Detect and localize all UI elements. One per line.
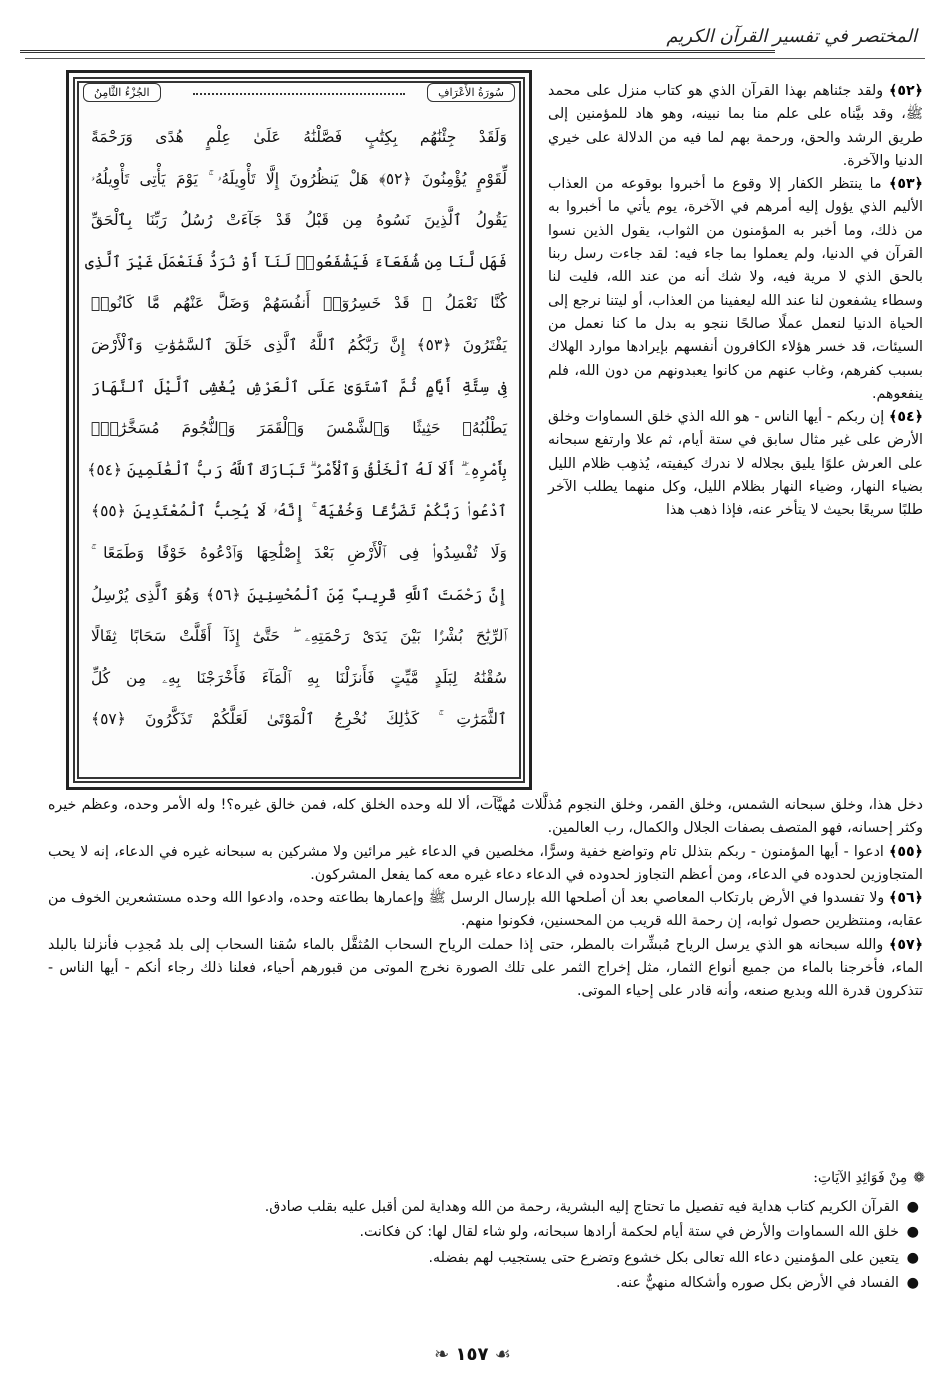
- surah-name-label: سُورَةُ الأَعْرَافِ: [427, 83, 515, 102]
- mushaf-header: [83, 81, 515, 107]
- benefit-text: خلق الله السماوات والأرض في ستة أيام لحكمة أرادها سبحانه، ولو شاء لقال لها: كن فكانت.: [359, 1224, 899, 1240]
- benefit-item: [80, 1271, 925, 1296]
- quran-line: إِنَّ رَحْمَتَ ٱللَّهِ قَرِيبٌ مِّنَ ٱلْمُحْسِنِينَ ﴿٥٦﴾ وَهُوَ ٱلَّذِى يُرْسِلُ: [91, 585, 507, 604]
- bullet-icon: ●: [906, 1249, 919, 1266]
- header-divider: [25, 58, 925, 59]
- benefit-item: [80, 1246, 925, 1271]
- tafsir-text: ولقد جئناهم بهذا القرآن الذي هو كتاب منزل على محمد ﷺ، وقد بيَّناه على علم منا بما نبينه، وهو هاد للمؤمنين إلى طريق الرشد والحق، ورحمة بهم لما فيه من الدلالة على خيري الدنيا والآخرة.: [548, 83, 923, 169]
- tafsir-full-width: [48, 794, 923, 1004]
- verse-number-badge: ﴿٥٥﴾: [889, 843, 923, 860]
- header-ornament: [193, 93, 405, 95]
- benefits-list: [80, 1195, 925, 1296]
- quran-line: بِأَمْرِهِۦٓ ۗ أَلَا لَهُ ٱلْخَلْقُ وَٱلْأَمْرُ ۗ تَبَارَكَ ٱللَّهُ رَبُّ ٱلْعَٰلَمِينَ ﴿٥٤﴾: [87, 460, 507, 479]
- tafsir-side-column: [548, 80, 923, 523]
- quran-line: يَقُولُ ٱلَّذِينَ نَسُوهُ مِن قَبْلُ قَدْ جَآءَتْ رُسُلُ رَبِّنَا بِٱلْحَقِّ: [91, 211, 507, 230]
- bullet-icon: ●: [906, 1224, 919, 1240]
- quran-line: ٱدْعُوا۟ رَبَّكُمْ تَضَرُّعًا وَخُفْيَةً ۚ إِنَّهُۥ لَا يُحِبُّ ٱلْمُعْتَدِينَ ﴿٥٥﴾: [91, 502, 507, 521]
- ornament-left-icon: ❧: [434, 1344, 450, 1365]
- book-title: المختصر في تفسير القرآن الكريم: [666, 26, 917, 47]
- quran-line: وَلَا تُفْسِدُوا۟ فِى ٱلْأَرْضِ بَعْدَ إِصْلَٰحِهَا وَٱدْعُوهُ خَوْفًا وَطَمَعًا ۚ: [91, 543, 507, 562]
- benefit-text: القرآن الكريم كتاب هداية فيه تفصيل ما تحتاج إليه البشرية، رحمة من الله وهداية لمن أقبل عليه بقلب صادق.: [264, 1198, 899, 1215]
- quran-line: وَلَقَدْ جِئْنَٰهُم بِكِتَٰبٍ فَصَّلْنَٰهُ عَلَىٰ عِلْمٍ هُدًى وَرَحْمَةً: [91, 128, 507, 146]
- quran-line: يَفْتَرُونَ ﴿٥٣﴾ إِنَّ رَبَّكُمُ ٱللَّهُ ٱلَّذِى خَلَقَ ٱلسَّمَٰوَٰتِ وَٱلْأَرْضَ: [91, 335, 507, 354]
- tafsir-verse-54-continued: دخل هذا، وخلق سبحانه الشمس، وخلق القمر، وخلق النجوم مُذلَّلات مُهيَّآت، ألا لله وحده الخلق كله، فمن خالق غيره؟! وله الأمر وحده، وعظم خيره وكثر إحسانه، فهو المتصف بصفات الجلال والكمال، رب العالمين.: [48, 797, 923, 837]
- quran-line: سُقْنَٰهُ لِبَلَدٍ مَّيِّتٍ فَأَنزَلْنَا بِهِ ٱلْمَآءَ فَأَخْرَجْنَا بِهِۦ مِن كُلِّ: [91, 668, 507, 687]
- page-header: [20, 12, 925, 62]
- tafsir-verse-54: [548, 406, 923, 522]
- tafsir-text: ولا تفسدوا في الأرض بارتكاب المعاصي بعد أن أصلحها الله بإرسال الرسل ﷺ وإعمارها بطاعته وحده، وادعوا الله وحده مستشعرين الخوف من عقابه، ومنتظرين حصول ثوابه، إن رحمة الله قريب من المحسنين، فكونوا منهم.: [48, 890, 923, 930]
- rosette-icon: ❁: [913, 1170, 925, 1186]
- benefits-heading: [80, 1166, 925, 1191]
- quran-line: فِى سِتَّةِ أَيَّامٍ ثُمَّ ٱسْتَوَىٰ عَلَى ٱلْعَرْشِ يُغْشِى ٱلَّيْلَ ٱلنَّهَارَ: [91, 377, 507, 396]
- tafsir-verse-52: [548, 80, 923, 173]
- benefit-item: [80, 1195, 925, 1220]
- verse-number-badge: ﴿٥٤﴾: [889, 409, 924, 426]
- verse-number-badge: ﴿٥٣﴾: [889, 176, 923, 193]
- verse-benefits: [80, 1166, 925, 1297]
- quran-line: فَهَل لَّنَا مِن شُفَعَآءَ فَيَشْفَعُوا۟ لَنَآ أَوْ نُرَدُّ فَنَعْمَلَ غَيْرَ ٱلَّذِى: [84, 252, 507, 271]
- tafsir-verse-55: [48, 841, 923, 888]
- quran-line: لِّقَوْمٍ يُؤْمِنُونَ ﴿٥٢﴾ هَلْ يَنظُرُونَ إِلَّا تَأْوِيلَهُۥ ۚ يَوْمَ يَأْتِى تَأْوِيلُهُۥ: [91, 169, 507, 188]
- tafsir-verse-56: [48, 887, 923, 934]
- tafsir-text: إن ربكم - أيها الناس - هو الله الذي خلق السماوات وخلق الأرض على غير مثال سابق في ستة أيام، ثم علا وارتفع سبحانه على العرش علوًا يليق بجلاله لا ندرك كيفيته، يُذهِب ظلام الليل بضياء النهار، وضياء النهار بظلام الليل، وكل منهما يطلب الآخر طلبًا سريعًا بحيث لا يتأخر عنه، فإذا ذهب هذا: [548, 409, 923, 519]
- tafsir-verse-57: [48, 934, 923, 1004]
- verse-number-badge: ﴿٥٦﴾: [889, 890, 923, 907]
- benefit-text: الفساد في الأرض بكل صوره وأشكاله منهيٌّ عنه.: [615, 1275, 899, 1291]
- mushaf-frame: [66, 70, 532, 790]
- page-number-text: ١٥٧: [455, 1344, 489, 1365]
- bullet-icon: ●: [906, 1198, 919, 1215]
- tafsir-verse-53: [548, 173, 923, 406]
- verse-number-badge: ﴿٥٢﴾: [889, 83, 923, 99]
- quran-line: ٱلرِّيَٰحَ بُشْرًۢا بَيْنَ يَدَىْ رَحْمَتِهِۦ ۖ حَتَّىٰٓ إِذَآ أَقَلَّتْ سَحَابًا ثِقَالًا: [91, 627, 507, 646]
- quran-text: [84, 117, 507, 741]
- verse-number-badge: ﴿٥٧﴾: [889, 936, 924, 953]
- benefit-item: [80, 1220, 925, 1245]
- juz-label: الجُزْءُ الثَّامِنُ: [83, 83, 161, 102]
- ornament-right-icon: ☙: [494, 1344, 511, 1365]
- header-rule: [20, 50, 775, 53]
- bullet-icon: ●: [906, 1275, 919, 1291]
- page-number: [0, 1344, 945, 1365]
- benefits-title: مِنْ فَوَائِدِ الآيَاتِ:: [813, 1170, 908, 1186]
- quran-line: يَطْلُبُهُۥ حَثِيثًا وَٱلشَّمْسَ وَٱلْقَمَرَ وَٱلنُّجُومَ مُسَخَّرَٰتٍۭ: [91, 419, 507, 438]
- tafsir-text: والله سبحانه هو الذي يرسل الرياح مُبشِّرات بالمطر، حتى إذا حملت الرياح السحاب المُثقَّل بالماء سُقنا السحاب إلى بلد مُجدِب فأنزلنا بالبلد الماء، فأخرجنا بالماء من جميع أنواع الثمار، مثل إخراج الثمر على تلك الصورة نخرج الموتى من قبورهم أحياء، فعلنا ذلك رجاء أنكم - أيها الناس - تتذكرون قدرة الله وبديع صنعه، وأنه قادر على إحياء الموتى.: [48, 936, 923, 1000]
- quran-line: كُنَّا نَعْمَلُ ۚ قَدْ خَسِرُوٓا۟ أَنفُسَهُمْ وَضَلَّ عَنْهُم مَّا كَانُوا۟: [91, 294, 507, 313]
- quran-line: ٱلثَّمَرَٰتِ ۚ كَذَٰلِكَ نُخْرِجُ ٱلْمَوْتَىٰ لَعَلَّكُمْ تَذَكَّرُونَ ﴿٥٧﴾: [91, 710, 507, 729]
- tafsir-text: ما ينتظر الكفار إلا وقوع ما أخبروا بوقوعه من العذاب الأليم الذي يؤول إليه أمرهم في الآخرة، يوم يأتي ما أخبروا به من ذلك، وما أخبر به المؤمنون من الثواب، يقول الذين نسوا القرآن في الدنيا، ولم يعملوا بما جاء فيه: لقد جاءت رسل ربنا بالحق الذي لا مرية فيه، ولا شك أنه من عند الله، فليت لنا وسطاء يشفعون لنا عند الله ليعفينا من العذاب، أو ليتنا نرجع إلى الحياة الدنيا لنعمل عملًا صالحًا ننجو به بدل ما كنا نعمل من السيئات، قد خسر هؤلاء الكافرون أنفسهم بإيرادها موارد الهلاك بسبب كفرهم، وغاب عنهم من كانوا يعبدونهم من دون الله، فلم ينفعوهم.: [548, 176, 923, 402]
- benefit-text: يتعين على المؤمنين دعاء الله تعالى بكل خشوع وتضرع حتى يستجيب لهم بفضله.: [428, 1249, 899, 1266]
- tafsir-text: ادعوا - أيها المؤمنون - ربكم بتذلل تام وتواضع خفية وسرًّا، مخلصين في الدعاء غير مرائين ولا مشركين به سبحانه غيره في الدعاء، إنه لا يحب المتجاوزين لحدوده في الدعاء، ومن أعظم التجاوز لحدوده في الدعاء دعاء غيره معه كما يفعل المشركون.: [48, 843, 923, 883]
